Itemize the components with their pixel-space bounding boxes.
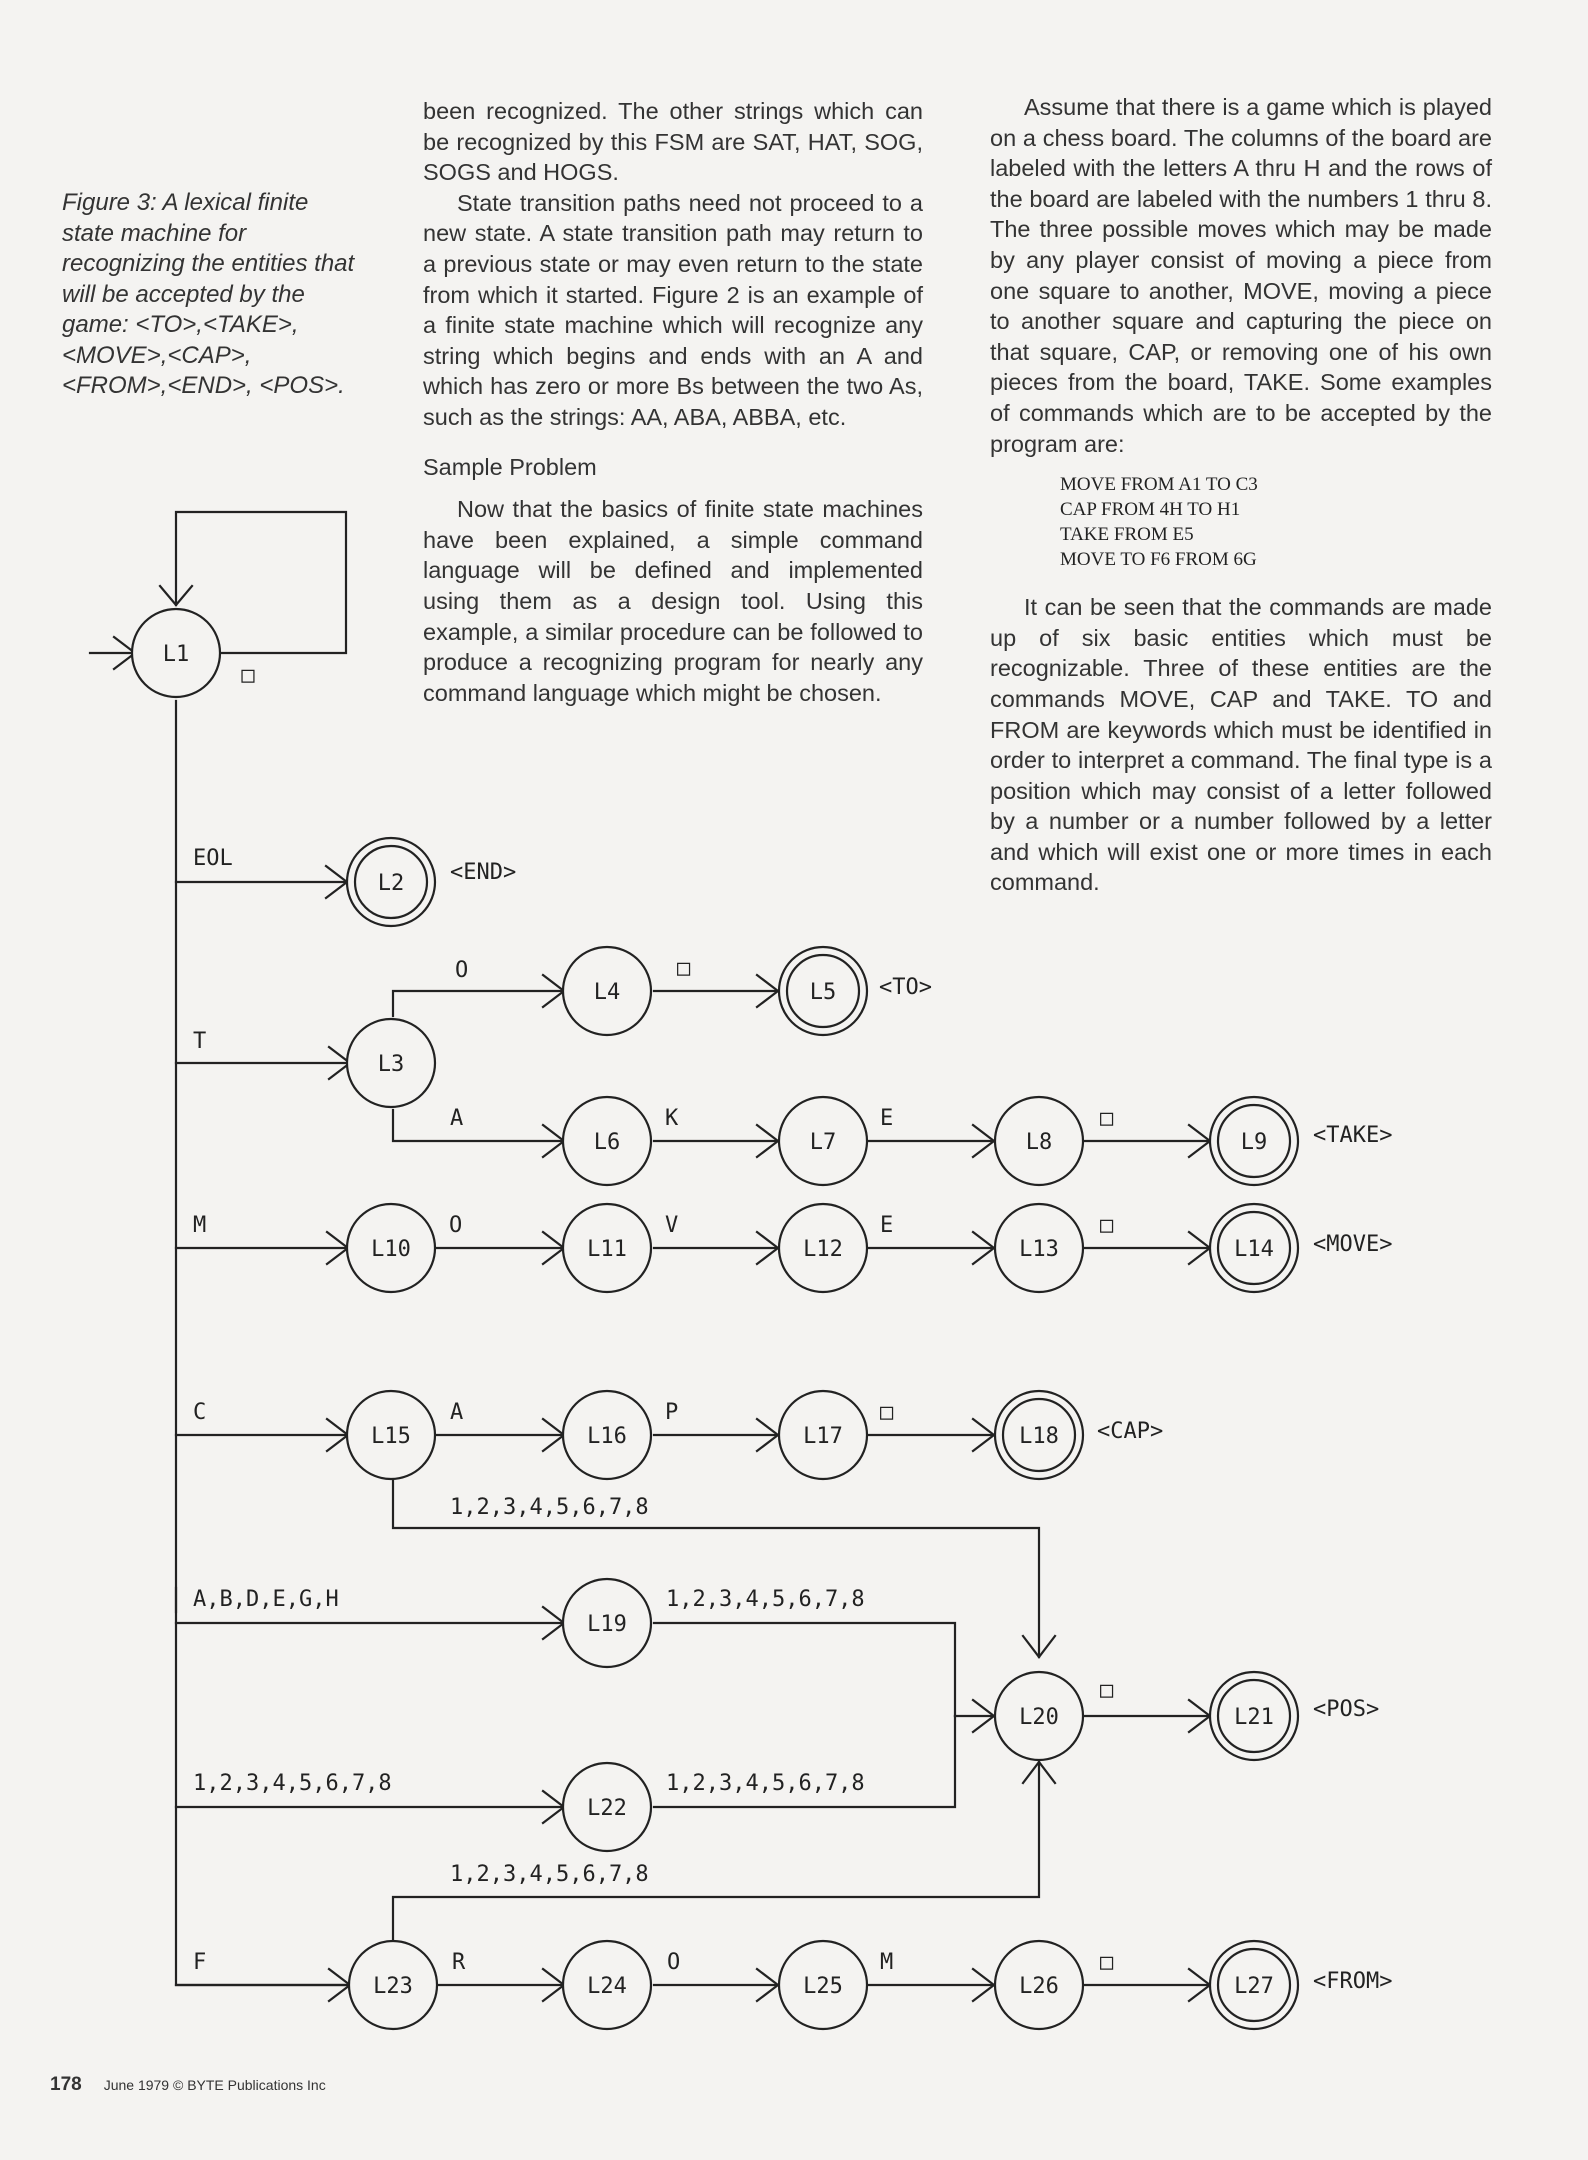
blank-symbol: □ [241,663,255,688]
state-label: L16 [587,1424,627,1449]
state-label: L23 [373,1974,413,1999]
token-label: <TO> [879,975,932,1000]
example-command: CAP FROM 4H TO H1 [1060,499,1241,521]
token-label: <END> [450,860,517,885]
page-number: 178 [50,2074,82,2095]
blank-symbol: □ [1100,1106,1114,1131]
state-label: L1 [162,642,190,667]
token-label: <TAKE> [1313,1123,1393,1148]
state-label: L3 [377,1052,405,1077]
edge-label: F [193,1950,207,1975]
edge-label: M [880,1950,894,1975]
edge-label: 1,2,3,4,5,6,7,8 [666,1587,865,1612]
edge-label: A [450,1106,464,1131]
figure-caption-text: Figure 3: A lexical finite state machine for recognizing the entities that will be accepted by the game: <TO>,<TAKE>, <MOVE>,<CAP>, <FROM>,<END>, <POS>. [62,189,355,399]
edge-label: 1,2,3,4,5,6,7,8 [666,1771,865,1796]
edge [393,1110,564,1141]
token-label: <FROM> [1313,1969,1393,1994]
edge-label: M [193,1213,207,1238]
blank-symbol: □ [1100,1213,1114,1238]
state-label: L10 [371,1237,411,1262]
state-label: L14 [1234,1237,1274,1262]
edge [393,991,564,1016]
paragraph: State transition paths need not proceed to a new state. A state transition path may return to a previous state or may even return to the state from which it started. Figure 2 is an example of a finite state machine which will recognize any string which begins and ends with an A and which has zero or more Bs between the two As, such as the strings: AA, ABA, ABBA, etc. [423,189,923,430]
state-label: L4 [593,980,621,1005]
token-label: <MOVE> [1313,1232,1393,1257]
state-label: L13 [1019,1237,1059,1262]
token-label: <POS> [1313,1697,1380,1722]
edge-label: O [455,958,469,983]
blank-symbol: □ [677,956,691,981]
state-label: L8 [1025,1130,1053,1155]
edge-label: EOL [193,846,233,871]
state-label: L12 [803,1237,843,1262]
example-command: MOVE FROM A1 TO C3 [1060,474,1258,496]
edge-label: T [193,1029,207,1054]
example-command: MOVE TO F6 FROM 6G [1060,549,1257,571]
edge-label: 1,2,3,4,5,6,7,8 [450,1862,649,1887]
edge-label: V [665,1213,679,1238]
blank-symbol: □ [1100,1678,1114,1703]
state-label: L27 [1234,1974,1274,1999]
state-label: L17 [803,1424,843,1449]
edge-label: A [450,1400,464,1425]
state-label: L18 [1019,1424,1059,1449]
state-label: L7 [809,1130,837,1155]
edge-label: O [667,1950,681,1975]
state-label: L9 [1240,1130,1268,1155]
paragraph: Now that the basics of finite state machines have been explained, a simple command language will be defined and implemented using them as a design tool. Using this example, a similar procedure can be followed to produce a recognizing program for nearly any command language which might be chosen. [423,496,923,706]
paragraph: been recognized. The other strings which can be recognized by this FSM are SAT, HAT, SOG, SOGS and HOGS. [423,98,923,186]
state-label: L24 [587,1974,627,1999]
edge-label: O [449,1213,463,1238]
edge-label: K [665,1106,679,1131]
paragraph: Assume that there is a game which is played on a chess board. The columns of the board are labeled with the letters A thru H and the rows of the board are labeled with the numbers 1 thru 8. The three possible moves which may be made by any player consist of moving a piece from one square to another, MOVE, moving a piece to another square and capturing the piece on that square, CAP, or removing one of his own pieces from the board, TAKE. Some examples of commands which are to be accepted by the program are: [990,94,1492,457]
example-command: TAKE FROM E5 [1060,524,1194,546]
state-label: L5 [809,980,837,1005]
edge-label: 1,2,3,4,5,6,7,8 [193,1771,392,1796]
section-heading: Sample Problem [423,453,597,480]
state-label: L15 [371,1424,411,1449]
state-label: L25 [803,1974,843,1999]
edge-label: C [193,1400,207,1425]
token-label: <CAP> [1097,1419,1164,1444]
footer-credit: June 1979 © BYTE Publications Inc [103,2077,326,2093]
edge-label: P [665,1400,679,1425]
state-label: L2 [377,871,405,896]
edge-label: E [880,1213,894,1238]
edge-label: R [452,1950,466,1975]
state-label: L6 [593,1130,621,1155]
state-label: L21 [1234,1705,1274,1730]
blank-symbol: □ [1100,1950,1114,1975]
state-label: L19 [587,1612,627,1637]
state-label: L20 [1019,1705,1059,1730]
blank-symbol: □ [880,1400,894,1425]
state-label: L22 [587,1796,627,1821]
edge-label: A,B,D,E,G,H [193,1587,339,1612]
edge [654,1623,955,1716]
edge-label: E [880,1106,894,1131]
state-label: L26 [1019,1974,1059,1999]
page-footer [50,2074,326,2096]
edge-label: 1,2,3,4,5,6,7,8 [450,1495,649,1520]
state-label: L11 [587,1237,627,1262]
paragraph: It can be seen that the commands are made up of six basic entities which must be recognizable. Three of these entities are the commands MOVE, CAP and TAKE. TO and FROM are keywords which must be identified in order to interpret a command. The final type is a position which may consist of a letter followed by a number or a number followed by a letter and which will exist one or more times in each command. [990,594,1492,896]
